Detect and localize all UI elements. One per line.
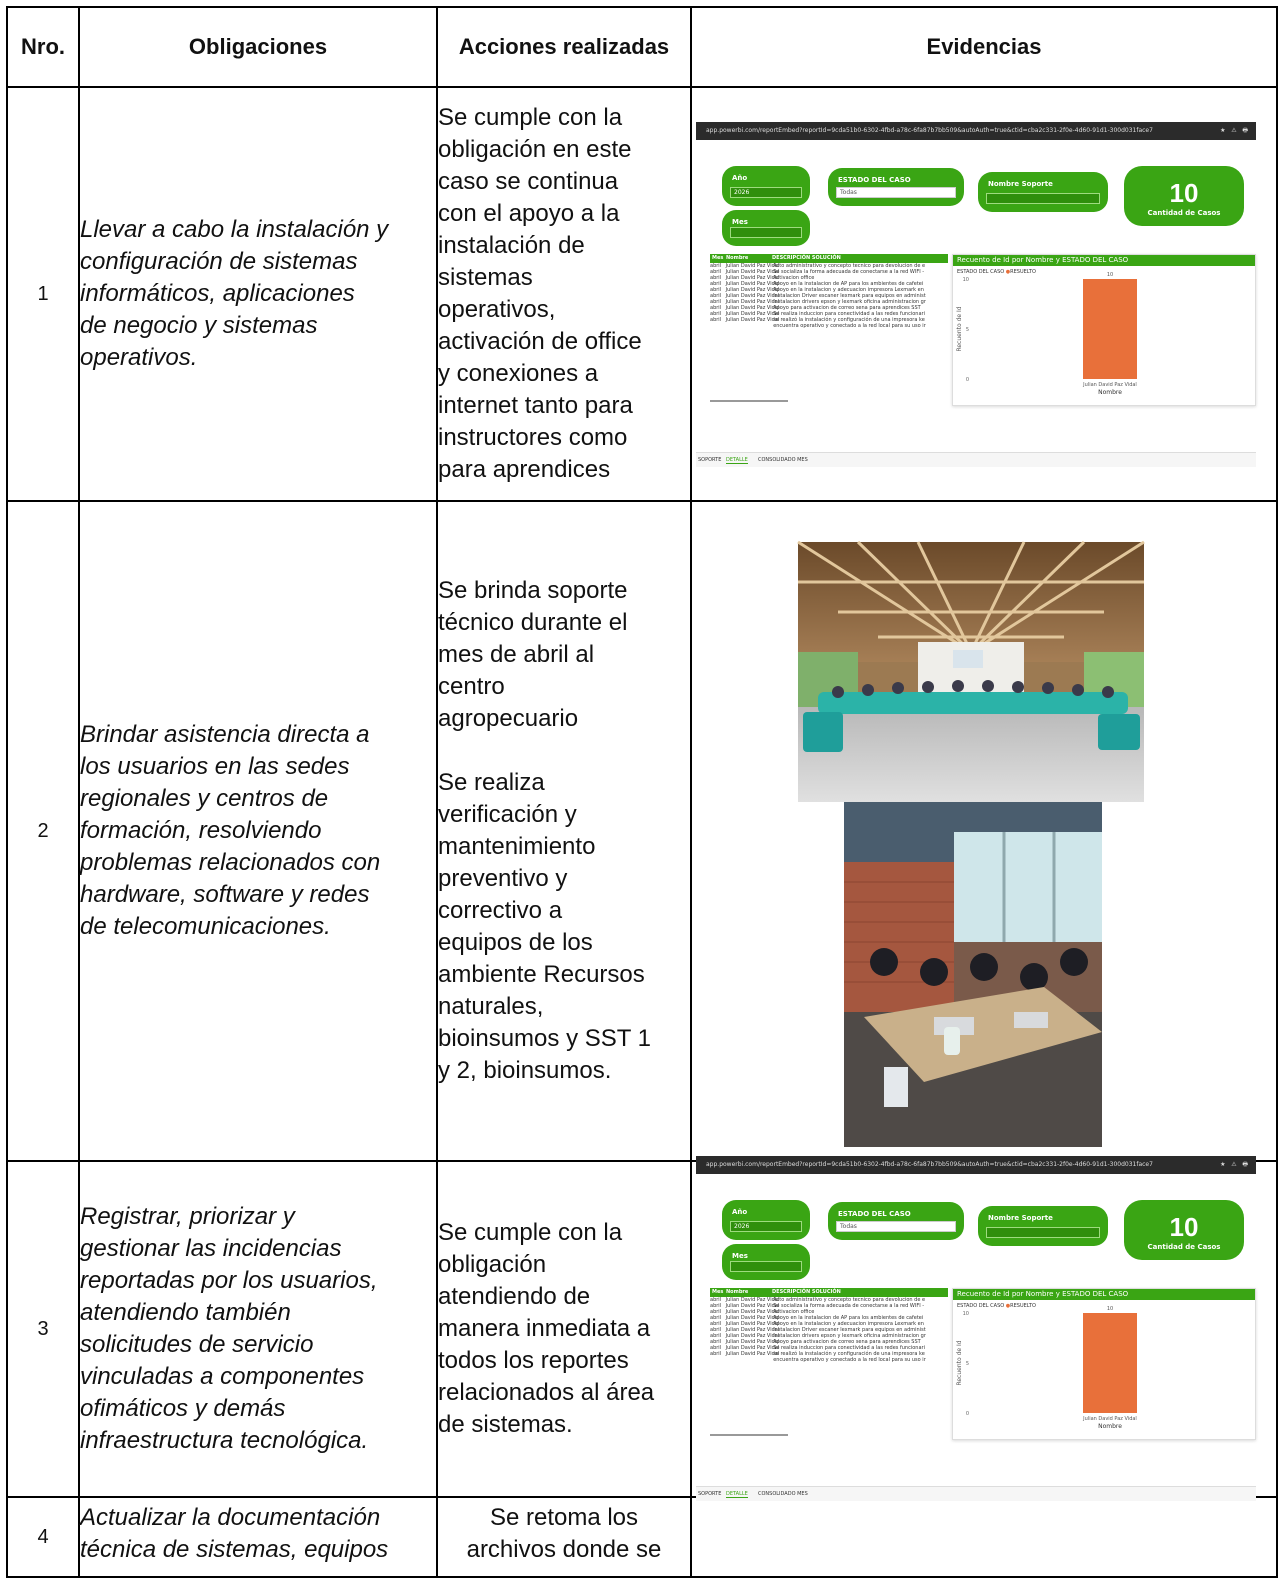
table-row <box>7 87 1277 501</box>
support-name-filter[interactable]: Nombre Soporte <box>978 1206 1108 1246</box>
case-count-card: 10 Cantidad de Casos <box>1124 166 1244 226</box>
tab-soporte[interactable]: SOPORTE <box>698 1491 722 1497</box>
table-scrollbar[interactable] <box>710 400 788 402</box>
evidence-cell <box>691 1497 1277 1577</box>
cases-table: Mes Nombre DESCRIPCIÓN SOLUCIÓN abril Julian David Paz Vidal Acto administrativo y concepto tecnico para devolucion de e abril Julian David Paz Vidal Se socializa la forma adecuada de conectarse a la red WIFI - abril Julian David Paz Vidal Activacion office abril Julian David Paz Vidal Apoyo en la instalacion de AP para los ambientes de cafetei abril Julian David Paz Vidal Apoyo en la instalacion y adecuacion impresora Lexmark en abril Julian David Paz Vidal Instalacion Driver escaner lexmark para equipos en administ abril Julian David Paz Vidal Instalacion drivers epson y lexmark oficina administracion gr abril Julian David Paz Vidal Apoyo para activacion de correo sena para aprendices SST abril Julian David Paz Vidal Se realiza induccion para conectividad a las redes funcionari abril Julian David Paz Vidal se realizó la instalación y configuración de una impresora ke encuentra operativo y conectado a la red local para su uso ir <box>710 1288 948 1363</box>
obligation-text: Registrar, priorizar y gestionar las incidencias reportadas por los usuarios, atendiendo también solicitudes de servicio vinculadas a componentes ofimáticos y demás infraestructura tecnológica. <box>79 1161 437 1497</box>
header-nro: Nro. <box>7 7 79 87</box>
obligation-text: Brindar asistencia directa a los usuarios en las sedes regionales y centros de formación, resolviendo problemas relacionados con hardware, software y redes de telecomunicaciones. <box>79 501 437 1161</box>
row-number: 1 <box>7 87 79 501</box>
classroom-hall-photo <box>798 542 1144 802</box>
dashboard-table-row: abril Julian David Paz Vidal Acto administrativo y concepto tecnico para devolucion de e <box>710 1297 926 1303</box>
header-obligaciones: Obligaciones <box>79 7 437 87</box>
dashboard-table-row: abril Julian David Paz Vidal Apoyo en la instalacion de AP para los ambientes de cafetei <box>710 1315 924 1321</box>
y-axis-label: Recuento de Id <box>956 1340 963 1386</box>
month-filter[interactable]: Mes <box>722 1244 810 1280</box>
y-tick-label: 0 <box>965 1411 969 1417</box>
header-evidencias: Evidencias <box>691 7 1277 87</box>
dashboard-table-row: abril Julian David Paz Vidal Acto administrativo y concepto tecnico para devolucion de e <box>710 263 926 269</box>
bar <box>1083 279 1137 379</box>
dashboard-table-row: abril Julian David Paz Vidal Apoyo para activacion de correo sena para aprendices SST <box>710 305 921 311</box>
x-axis-label: Nombre <box>1098 389 1122 396</box>
dashboard-table-row: abril Julian David Paz Vidal Apoyo en la instalacion y adecuacion impresora Lexmark en <box>710 1321 924 1327</box>
report-tabs <box>696 452 1256 467</box>
actions-text: Se cumple con la obligación en este caso se continua con el apoyo a la instalación de sistemas operativos, activación de office y conexiones a internet tanto para instructores como para aprendices <box>437 87 691 501</box>
table-row <box>7 1161 1277 1497</box>
support-name-filter[interactable]: Nombre Soporte <box>978 172 1108 212</box>
row-number: 4 <box>7 1497 79 1577</box>
bar <box>1083 1313 1137 1413</box>
dashboard-table-row: abril Julian David Paz Vidal Activacion office <box>710 275 815 281</box>
y-tick-label: 10 <box>962 277 969 283</box>
dashboard-table-row: encuentra operativo y conectado a la red local para su uso ir <box>773 1357 926 1363</box>
evidence-cell <box>691 87 1277 501</box>
evidence-cell <box>691 501 1277 1161</box>
actions-text: Se brinda soporte técnico durante el mes de abril al centro agropecuario Se realiza verificación y mantenimiento preventivo y correctivo a equipos de los ambiente Recursos naturales, bioinsumos y SST 1 y 2, bioinsumos. <box>437 501 691 1161</box>
computer-room-photo <box>844 802 1102 1147</box>
dashboard-table-row: abril Julian David Paz Vidal Instalacion drivers epson y lexmark oficina administracion gr <box>710 299 926 305</box>
table-scrollbar[interactable] <box>710 1434 788 1436</box>
row-number: 2 <box>7 501 79 1161</box>
tab-detalle[interactable]: DETALLE <box>726 457 748 463</box>
row-number: 3 <box>7 1161 79 1497</box>
dashboard-screenshot <box>696 122 1256 467</box>
x-axis-label: Nombre <box>1098 1423 1122 1430</box>
bar-data-label: 10 <box>1106 1306 1114 1312</box>
dashboard-table-row: abril Julian David Paz Vidal Apoyo en la instalacion de AP para los ambientes de cafetei <box>710 281 924 287</box>
y-tick-label: 0 <box>965 377 969 383</box>
dashboard-table-row: abril Julian David Paz Vidal Activacion office <box>710 1309 815 1315</box>
tab-detalle[interactable]: DETALLE <box>726 1491 748 1497</box>
obligation-text: Actualizar la documentación técnica de sistemas, equipos <box>79 1497 437 1577</box>
cases-table: Mes Nombre DESCRIPCIÓN SOLUCIÓN abril Julian David Paz Vidal Acto administrativo y concepto tecnico para devolucion de e abril Julian David Paz Vidal Se socializa la forma adecuada de conectarse a la red WIFI - abril Julian David Paz Vidal Activacion office abril Julian David Paz Vidal Apoyo en la instalacion de AP para los ambientes de cafetei abril Julian David Paz Vidal Apoyo en la instalacion y adecuacion impresora Lexmark en abril Julian David Paz Vidal Instalacion Driver escaner lexmark para equipos en administ abril Julian David Paz Vidal Instalacion drivers epson y lexmark oficina administracion gr abril Julian David Paz Vidal Apoyo para activacion de correo sena para aprendices SST abril Julian David Paz Vidal Se realiza induccion para conectividad a las redes funcionari abril Julian David Paz Vidal se realizó la instalación y configuración de una impresora ke encuentra operativo y conectado a la red local para su uso ir <box>710 254 948 329</box>
y-axis-label: Recuento de Id <box>956 306 963 352</box>
dashboard-table-row: abril Julian David Paz Vidal Instalacion drivers epson y lexmark oficina administracion gr <box>710 1333 926 1339</box>
actions-text: Se cumple con la obligación atendiendo de manera inmediata a todos los reportes relacionados al área de sistemas. <box>437 1161 691 1497</box>
tab-consolidado-mes[interactable]: CONSOLIDADO MES <box>758 457 808 463</box>
count-bar-chart: Recuento de Id por Nombre y ESTADO DEL CASO ESTADO DEL CASO ●RESUELTO 0 5 10 Recuento de Id 10 Julian David Paz Vidal Nombre <box>952 254 1256 406</box>
obligations-table <box>6 6 1278 1578</box>
year-filter[interactable]: Año 2026 <box>722 1200 810 1240</box>
evidence-cell <box>691 1161 1277 1497</box>
tab-soporte[interactable]: SOPORTE <box>698 457 722 463</box>
year-filter[interactable]: Año 2026 <box>722 166 810 206</box>
case-count-card: 10 Cantidad de Casos <box>1124 1200 1244 1260</box>
header-acciones: Acciones realizadas <box>437 7 691 87</box>
dashboard-table-row: abril Julian David Paz Vidal Apoyo en la instalacion y adecuacion impresora Lexmark en <box>710 287 924 293</box>
status-filter[interactable]: ESTADO DEL CASO Todas <box>828 1202 964 1240</box>
dashboard-table-row: abril Julian David Paz Vidal Se realiza induccion para conectividad a las redes funcionari <box>710 311 925 317</box>
dashboard-table-row: abril Julian David Paz Vidal Se socializa la forma adecuada de conectarse a la red WIFI - <box>710 269 925 275</box>
tab-consolidado-mes[interactable]: CONSOLIDADO MES <box>758 1491 808 1497</box>
browser-address-bar[interactable]: app.powerbi.com/reportEmbed?reportId=9cda51b0-6302-4fbd-a78c-6fa87b7bb509&autoAuth=true&ctid=cba2c331-2f0e-4d60-91d1-300d031face7 ★ ⚠ 🖶 <box>696 1156 1256 1174</box>
y-tick-label: 10 <box>962 1311 969 1317</box>
browser-address-bar[interactable]: app.powerbi.com/reportEmbed?reportId=9cda51b0-6302-4fbd-a78c-6fa87b7bb509&autoAuth=true&ctid=cba2c331-2f0e-4d60-91d1-300d031face7 ★ ⚠ 🖶 <box>696 122 1256 140</box>
y-tick-label: 5 <box>965 327 969 333</box>
bar-data-label: 10 <box>1106 272 1114 278</box>
y-tick-label: 5 <box>965 1361 969 1367</box>
dashboard-table-row: encuentra operativo y conectado a la red local para su uso ir <box>773 323 926 329</box>
dashboard-table-row: abril Julian David Paz Vidal Instalacion Driver escaner lexmark para equipos en administ <box>710 293 926 299</box>
x-tick-label: Julian David Paz Vidal <box>1083 1416 1137 1422</box>
status-filter[interactable]: ESTADO DEL CASO Todas <box>828 168 964 206</box>
dashboard-screenshot <box>696 1156 1256 1501</box>
header-row <box>7 7 1277 87</box>
obligation-text: Llevar a cabo la instalación y configuración de sistemas informáticos, aplicaciones de negocio y sistemas operativos. <box>79 87 437 501</box>
table-row <box>7 501 1277 1161</box>
month-filter[interactable]: Mes <box>722 210 810 246</box>
dashboard-table-row: abril Julian David Paz Vidal Instalacion Driver escaner lexmark para equipos en administ <box>710 1327 926 1333</box>
count-bar-chart: Recuento de Id por Nombre y ESTADO DEL CASO ESTADO DEL CASO ●RESUELTO 0 5 10 Recuento de Id 10 Julian David Paz Vidal Nombre <box>952 1288 1256 1440</box>
dashboard-table-row: abril Julian David Paz Vidal se realizó la instalación y configuración de una impresora ke <box>710 1351 925 1357</box>
dashboard-table-row: abril Julian David Paz Vidal Se socializa la forma adecuada de conectarse a la red WIFI - <box>710 1303 925 1309</box>
actions-text: Se retoma los archivos donde se <box>437 1497 691 1577</box>
dashboard-table-row: abril Julian David Paz Vidal Se realiza induccion para conectividad a las redes funcionari <box>710 1345 925 1351</box>
table-row <box>7 1497 1277 1577</box>
dashboard-table-row: abril Julian David Paz Vidal Apoyo para activacion de correo sena para aprendices SST <box>710 1339 921 1345</box>
dashboard-table-row: abril Julian David Paz Vidal se realizó la instalación y configuración de una impresora ke <box>710 317 925 323</box>
x-tick-label: Julian David Paz Vidal <box>1083 382 1137 388</box>
